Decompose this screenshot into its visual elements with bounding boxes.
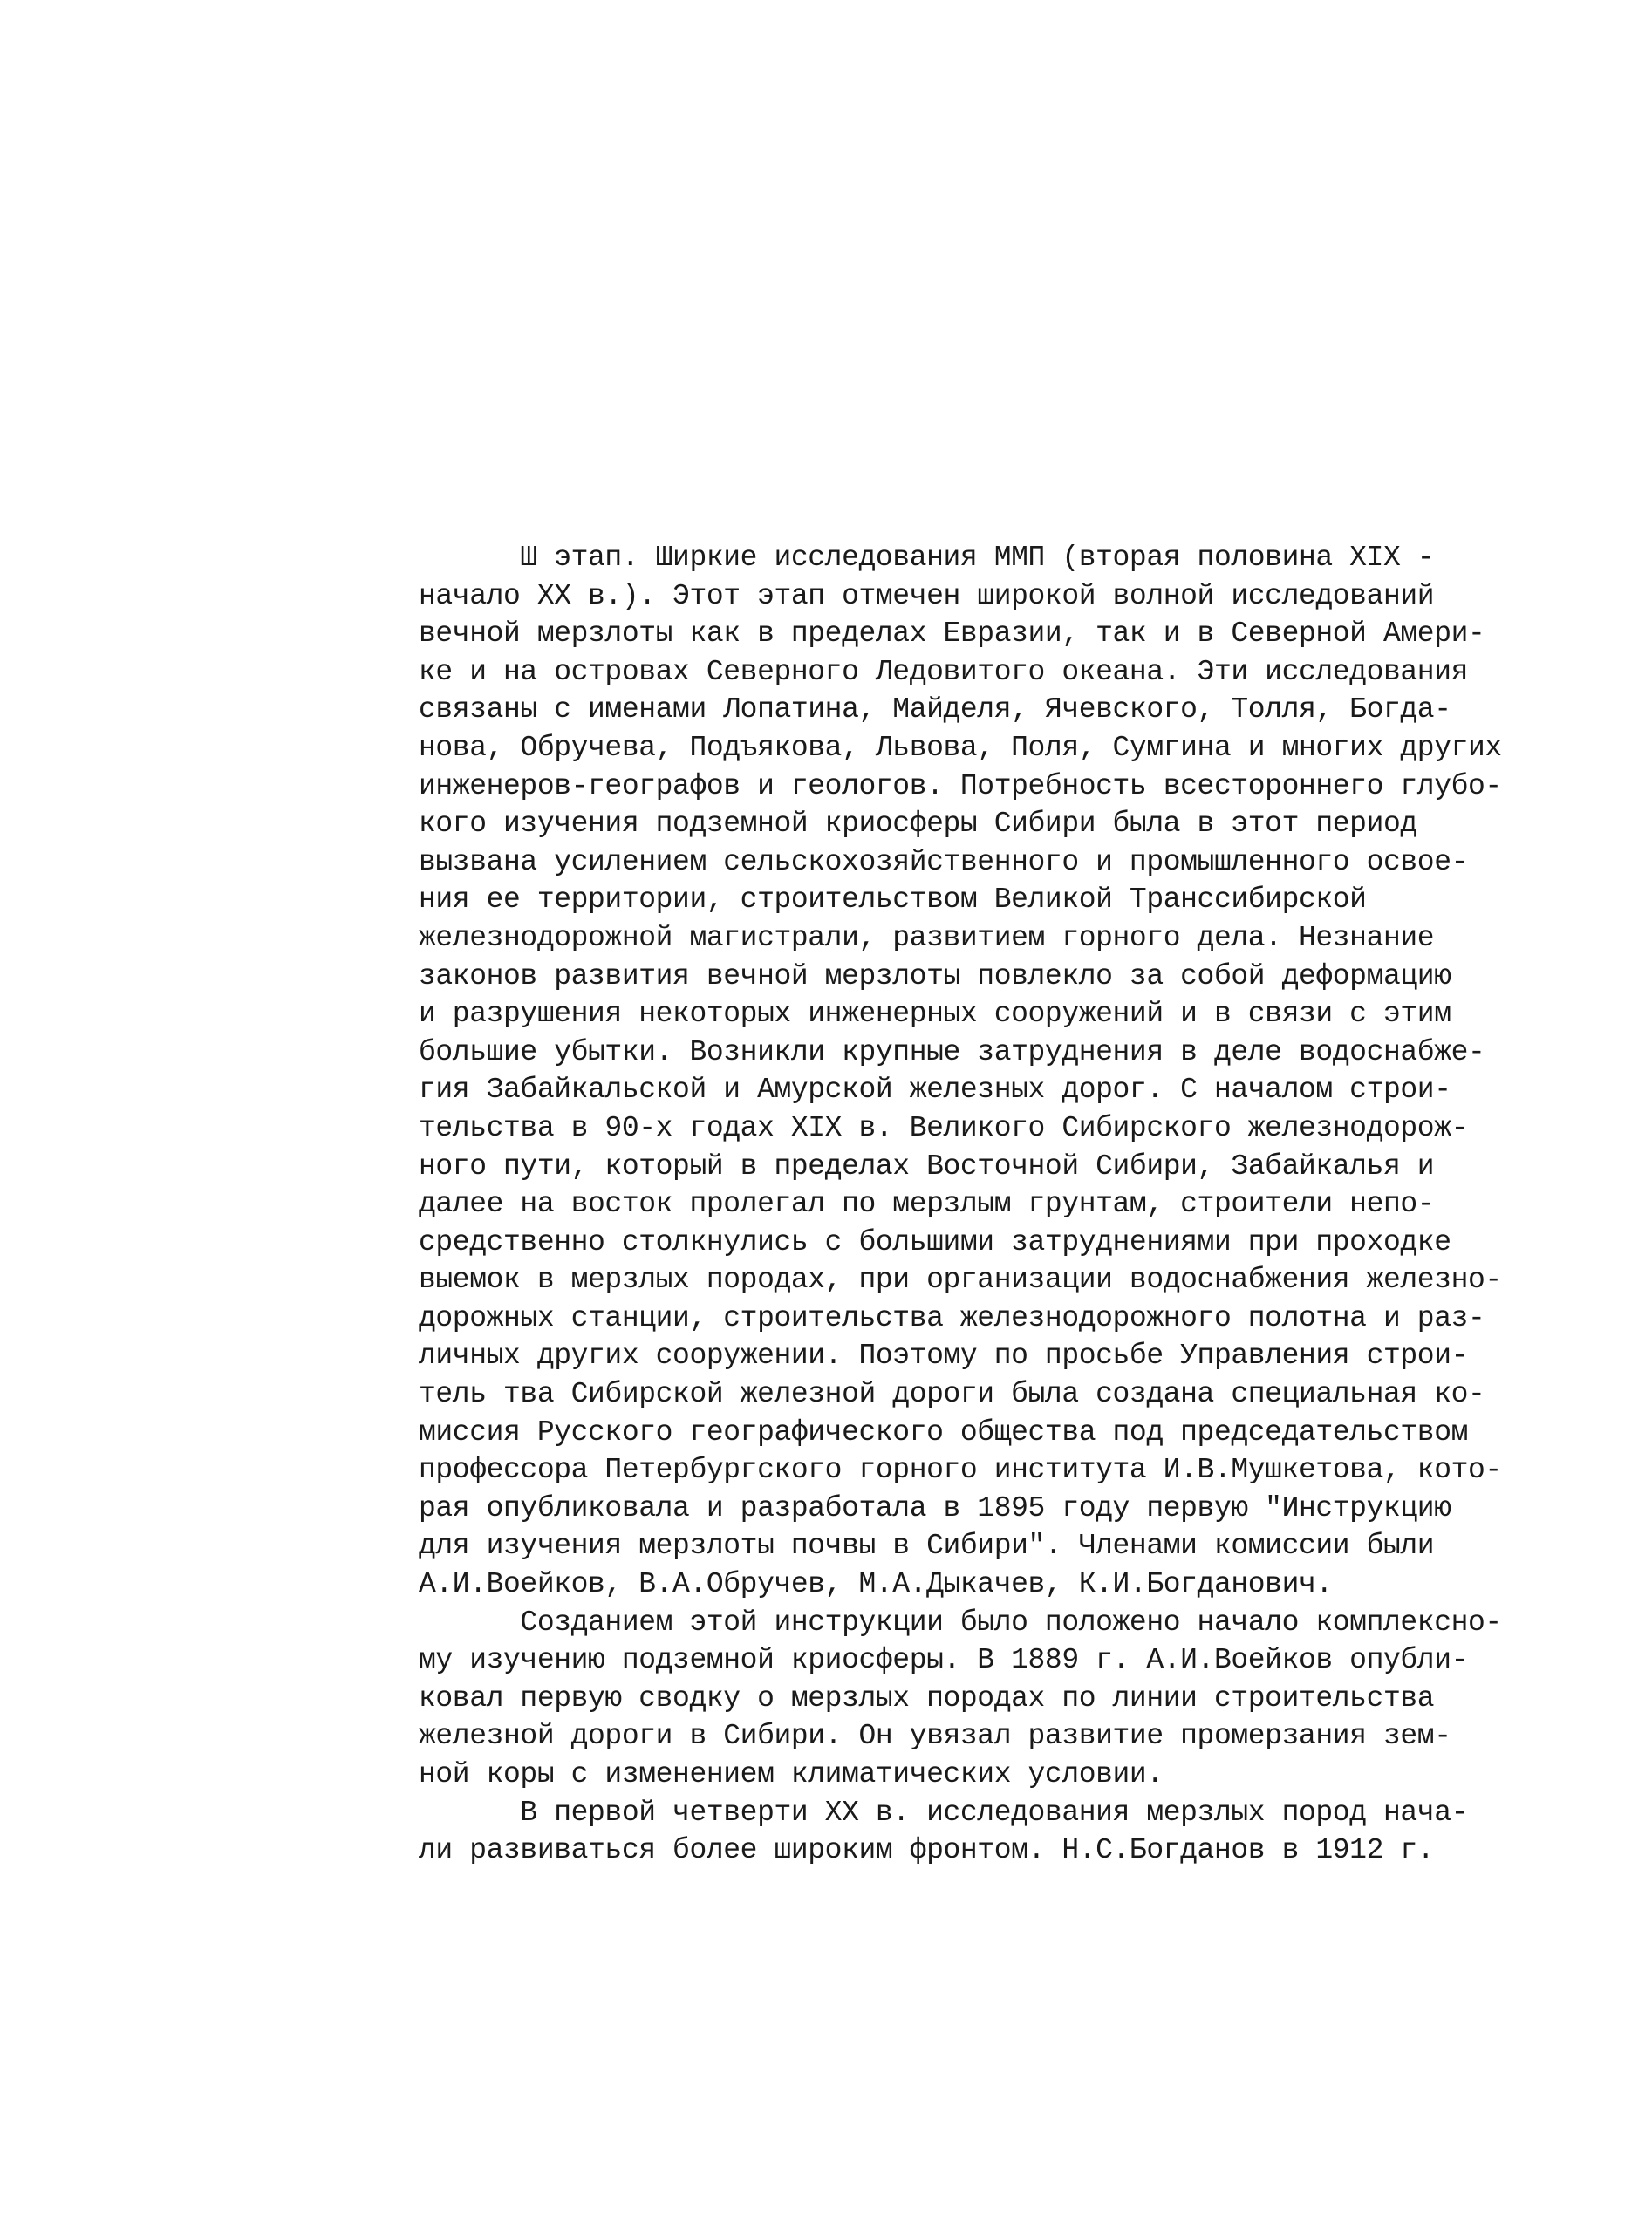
text-line: ковал первую сводку о мерзлых породах по линии строительства: [419, 1681, 1435, 1715]
text-line: далее на восток пролегал по мерзлым грунтам, строители непо-: [419, 1188, 1435, 1221]
text-line: гия Забайкальской и Амурской железных дорог. С началом строи-: [419, 1074, 1451, 1107]
text-line: А.И.Воейков, В.А.Обручев, М.А.Дыкачев, К.И.Богданович.: [419, 1568, 1333, 1601]
text-line: железной дороги в Сибири. Он увязал развитие промерзания зем-: [419, 1720, 1451, 1753]
text-line: рая опубликовала и разработала в 1895 году первую "Инструкцию: [419, 1491, 1451, 1524]
text-line: вечной мерзлоты как в пределах Евразии, так и в Северной Амери-: [419, 617, 1485, 651]
text-line: ли развиваться более широким фронтом. Н.С.Богданов в 1912 г.: [419, 1834, 1435, 1867]
text-line: законов развития вечной мерзлоты повлекло за собой деформацию: [419, 959, 1451, 992]
text-line: Ш этап. Ширкие исследования ММП (вторая половина XIX -: [419, 542, 1435, 574]
text-line: нова, Обручева, Подъякова, Львова, Поля, Сумгина и многих других: [419, 731, 1502, 764]
text-line: миссия Русского географического общества под председательством: [419, 1415, 1469, 1449]
text-line: большие убытки. Возникли крупные затруднения в деле водоснабже-: [419, 1035, 1485, 1068]
text-line: личных других сооружении. Поэтому по просьбе Управления строи-: [419, 1340, 1469, 1373]
text-line: профессора Петербургского горного института И.В.Мушкетова, кото-: [419, 1454, 1502, 1487]
text-line: выемок в мерзлых породах, при организации водоснабжения железно-: [419, 1264, 1502, 1297]
text-line: инженеров-географов и геологов. Потребность всестороннего глубо-: [419, 769, 1502, 802]
text-line: дорожных станции, строительства железнодорожного полотна и раз-: [419, 1301, 1485, 1334]
text-line: для изучения мерзлоты почвы в Сибири". Членами комиссии были: [419, 1530, 1435, 1563]
text-line: Созданием этой инструкции было положено начало комплексно-: [419, 1606, 1502, 1639]
document-body-text: [419, 539, 1502, 1870]
text-line: тель тва Сибирской железной дороги была создана специальная ко-: [419, 1378, 1485, 1411]
text-line: ке и на островах Северного Ледовитого океана. Эти исследования: [419, 655, 1469, 688]
text-line: железнодорожной магистрали, развитием горного дела. Незнание: [419, 921, 1435, 954]
text-line: тельства в 90-х годах XIX в. Великого Сибирского железнодорож-: [419, 1111, 1469, 1144]
text-line: кого изучения подземной криосферы Сибири была в этот период: [419, 808, 1417, 841]
text-line: начало XX в.). Этот этап отмечен широкой волной исследований: [419, 579, 1435, 612]
text-line: ной коры с изменением климатических условии.: [419, 1758, 1164, 1790]
text-line: му изучению подземной криосферы. В 1889 г. А.И.Воейков опубли-: [419, 1644, 1469, 1677]
text-line: средственно столкнулись с большими затруднениями при проходке: [419, 1225, 1451, 1258]
text-line: связаны с именами Лопатина, Майделя, Ячевского, Толля, Богда-: [419, 693, 1451, 726]
text-line: вызвана усилением сельскохозяйственного и промышленного освое-: [419, 845, 1469, 878]
text-line: В первой четверти XX в. исследования мерзлых пород нача-: [419, 1796, 1469, 1829]
text-line: и разрушения некоторых инженерных сооружений и в связи с этим: [419, 998, 1451, 1031]
text-line: ния ее территории, строительством Великой Транссибирской: [419, 883, 1367, 917]
text-line: ного пути, который в пределах Восточной Сибири, Забайкалья и: [419, 1149, 1435, 1183]
